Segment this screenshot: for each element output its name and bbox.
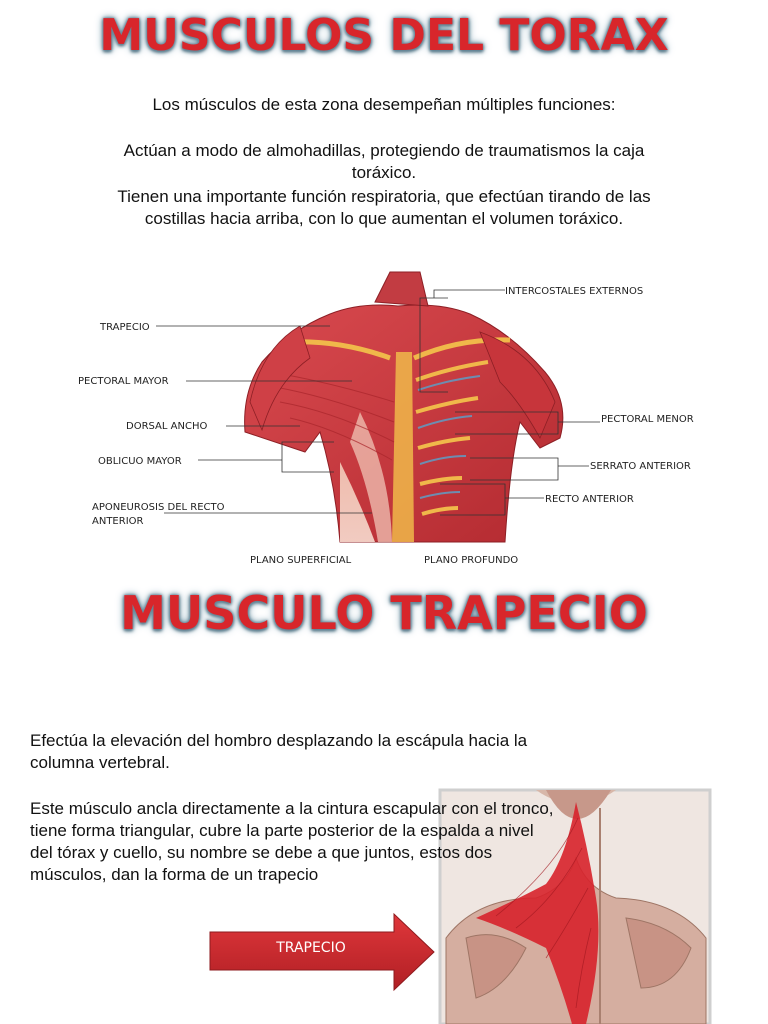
- svg-text:DORSAL ANCHO: DORSAL ANCHO: [126, 421, 208, 432]
- section-title: MUSCULO TRAPECIO: [120, 586, 648, 640]
- caption-plano-superficial: PLANO SUPERFICIAL: [250, 555, 352, 566]
- svg-text:INTERCOSTALES EXTERNOS: INTERCOSTALES EXTERNOS: [505, 286, 644, 297]
- svg-text:RECTO ANTERIOR: RECTO ANTERIOR: [545, 494, 634, 505]
- svg-text:OBLICUO MAYOR: OBLICUO MAYOR: [98, 456, 182, 467]
- torso-illustration: [245, 272, 563, 542]
- intro-paragraph-1: Los músculos de esta zona desempeñan múltiples funciones:: [152, 95, 616, 114]
- label-aponeurosis: [92, 502, 372, 527]
- svg-text:ANTERIOR: ANTERIOR: [92, 516, 144, 527]
- svg-text:APONEUROSIS DEL RECTO: APONEUROSIS DEL RECTO: [92, 502, 225, 513]
- svg-text:PECTORAL MENOR: PECTORAL MENOR: [601, 414, 694, 425]
- trapecio-paragraph-2: Este músculo ancla directamente a la cintura escapular con el tronco, tiene forma triangular, cubre la parte posterior de la espalda a nivel del tórax y cuello, su nombre se debe a que juntos, estos dos músculos, dan la forma de un trapecio: [30, 799, 554, 884]
- trapecio-paragraph-1: Efectúa la elevación del hombro desplazando la escápula hacia la columna vertebral.: [30, 731, 528, 772]
- svg-text:PECTORAL MAYOR: PECTORAL MAYOR: [78, 376, 169, 387]
- caption-plano-profundo: PLANO PROFUNDO: [424, 555, 519, 566]
- intro-paragraph-2: Actúan a modo de almohadillas, protegiendo de traumatismos la caja toráxico.: [123, 141, 645, 182]
- intro-paragraph-3: Tienen una importante función respiratoria, que efectúan tirando de las costillas hacia arriba, con lo que aumentan el volumen toráxico.: [117, 187, 651, 228]
- main-title: MUSCULOS DEL TORAX: [99, 10, 669, 61]
- svg-text:SERRATO ANTERIOR: SERRATO ANTERIOR: [590, 461, 691, 472]
- svg-text:TRAPECIO: TRAPECIO: [100, 322, 150, 333]
- thorax-muscles-diagram: [0, 262, 768, 582]
- arrow-label: TRAPECIO: [276, 940, 346, 956]
